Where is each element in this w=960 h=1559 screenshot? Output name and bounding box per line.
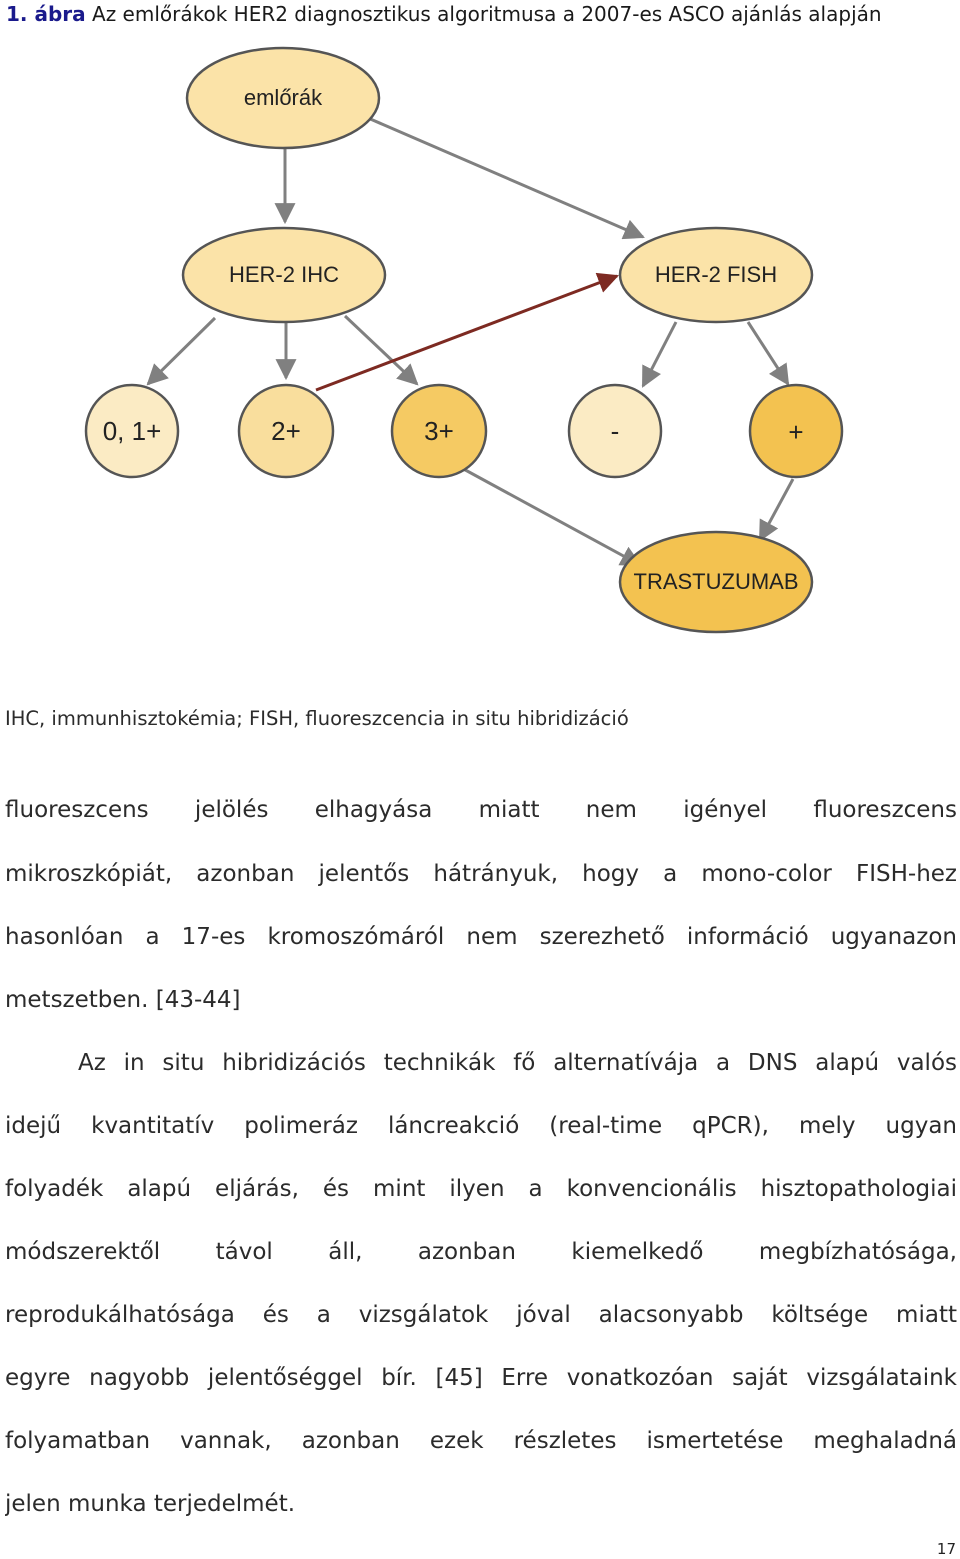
figure-caption xyxy=(6,2,882,26)
body-line: metszetben. [43-44] xyxy=(5,987,241,1013)
node-fish-positive xyxy=(750,385,842,477)
body-line: egyre nagyobb jelentőséggel bír. [45] Erre vonatkozóan saját vizsgálataink xyxy=(5,1365,957,1391)
edge-ihc-01 xyxy=(148,318,215,384)
body-line: jelen munka terjedelmét. xyxy=(5,1491,296,1517)
paragraph-first-line: Az in situ hibridizációs technikák fő alternatívája a DNS alapú valós xyxy=(78,1050,957,1076)
node-ihc-0-1-label: 0, 1+ xyxy=(102,416,162,446)
node-her2-ihc-label: HER-2 IHC xyxy=(228,262,340,287)
body-line: módszerektől távol áll, azonban kiemelkedő megbízhatósága, xyxy=(5,1239,957,1265)
node-emlorak-label: emlőrák xyxy=(243,85,323,110)
node-trastuzumab xyxy=(620,532,812,632)
node-her2-fish xyxy=(620,228,812,322)
node-ihc-3 xyxy=(392,385,486,477)
figure-number: 1. ábra xyxy=(6,2,86,26)
node-fish-negative-label: - xyxy=(610,416,620,446)
node-ihc-2 xyxy=(239,385,333,477)
body-line: hasonlóan a 17-es kromoszómáról nem szerezhető információ ugyanazon xyxy=(5,924,957,950)
body-line: idejű kvantitatív polimeráz láncreakció (real-time qPCR), mely ugyan xyxy=(5,1113,957,1139)
body-line: folyadék alapú eljárás, és mint ilyen a konvencionális hisztopathologiai xyxy=(5,1176,957,1202)
her2-algorithm-diagram xyxy=(0,40,960,680)
body-line: folyamatban vannak, azonban ezek részletes ismertetése meghaladná xyxy=(5,1428,957,1454)
edge-fish-pos xyxy=(748,322,788,384)
node-fish-negative xyxy=(569,385,661,477)
edge-fish-neg xyxy=(643,322,676,386)
node-ihc-0-1 xyxy=(86,385,178,477)
node-trastuzumab-label: TRASTUZUMAB xyxy=(633,569,799,594)
node-her2-fish-label: HER-2 FISH xyxy=(654,262,778,287)
node-emlorak xyxy=(187,48,379,148)
page-number: 17 xyxy=(936,1540,956,1558)
node-her2-ihc xyxy=(183,228,385,322)
node-ihc-3-label: 3+ xyxy=(424,416,454,446)
body-line: mikroszkópiát, azonban jelentős hátrányuk, hogy a mono-color FISH-hez xyxy=(5,861,957,887)
edge-3-trastuzumab xyxy=(458,466,640,565)
body-line: fluoreszcens jelölés elhagyása miatt nem igényel fluoreszcens xyxy=(5,797,957,823)
abbreviations-note: IHC, immunhisztokémia; FISH, fluoreszcencia in situ hibridizáció xyxy=(5,707,629,730)
edge-pos-trastuzumab xyxy=(760,479,793,540)
edges xyxy=(148,118,793,565)
node-ihc-2-label: 2+ xyxy=(271,416,301,446)
body-line: reprodukálhatósága és a vizsgálatok jóval alacsonyabb költsége miatt xyxy=(5,1302,957,1328)
figure-title: Az emlőrákok HER2 diagnosztikus algoritmusa a 2007-es ASCO ajánlás alapján xyxy=(92,2,882,26)
node-fish-positive-label: + xyxy=(788,417,804,447)
edge-emlorak-fish xyxy=(368,118,643,237)
